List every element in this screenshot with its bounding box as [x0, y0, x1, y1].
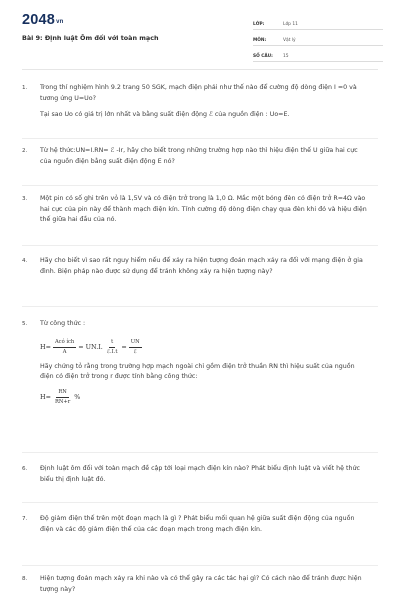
logo-text: 2048 [22, 12, 56, 28]
formula-denominator: A [62, 348, 67, 355]
question-body [40, 574, 370, 595]
question-body [40, 514, 370, 535]
document-header [0, 0, 400, 60]
question-text: Định luật ôm đối với toàn mạch đề cập tới loại mạch điện kín nào? Phát biểu định luật và viết hệ thức biểu thị định luật đó. [40, 465, 360, 483]
meta-row-class [253, 17, 383, 30]
question-text: Một pin có số ghi trên vỏ là 1,5V và có điện trở trong là 1,0 Ω. Mắc một bóng đèn có điện trở R=4Ω vào hai cực của pin này để thành mạch điện kín. Tính cường độ dòng điện chạy qua đèn khi đó và hiệu điện thế giữa hai đầu của nó. [40, 195, 367, 223]
question-text: Hãy cho biết vì sao rất nguy hiểm nếu để xảy ra hiện tượng đoản mạch xảy ra đối với mạng điện ở gia đình. Biện pháp nào được sử dụng để tránh không xảy ra hiện tượng này? [40, 257, 363, 275]
formula-numerator: Acó ích [53, 339, 76, 348]
question-divider [22, 185, 378, 186]
question-divider [22, 306, 378, 307]
meta-value-count: 15 [283, 54, 289, 59]
question-divider [22, 138, 378, 139]
question-text: Độ giảm điện thế trên một đoạn mạch là gì ? Phát biểu mối quan hệ giữa suất điện động của nguồn điện và các độ giảm điện thế của các đoạn mạch trong mạch điện kín. [40, 515, 355, 533]
formula-numerator: UN [129, 339, 142, 348]
question-number: 6. [22, 466, 28, 472]
question-body [40, 83, 370, 121]
question-number: 5. [22, 321, 28, 327]
question-divider [22, 245, 378, 246]
question-text: Hiện tượng đoản mạch xảy ra khi nào và có thể gây ra các tác hại gì? Có cách nào để tránh được hiện tượng này? [40, 575, 362, 593]
meta-label-class: LỚP: [253, 22, 265, 27]
formula-fraction [53, 339, 76, 356]
formula-numerator: RN [56, 389, 68, 398]
site-logo[interactable] [22, 12, 63, 28]
question-divider [22, 565, 378, 566]
question-body [40, 146, 370, 167]
question-subtext: Hãy chứng tỏ rằng trong trường hợp mạch ngoài chỉ gồm điện trở thuần RN thì hiệu suất của nguồn điện có điện trở trong r được tính bằng công thức: [40, 362, 355, 380]
question-text: Trong thí nghiệm hình 9.2 trang 50 SGK, mạch điện phải như thế nào để cường độ dòng điện I =0 và tương ứng U=Uo? [40, 84, 357, 102]
formula-fraction [53, 389, 72, 406]
question-2 [22, 146, 382, 167]
formula-denominator: ℰ.I.t [106, 348, 118, 355]
question-body [40, 319, 370, 410]
formula-middle: = UN.I. [78, 342, 103, 351]
efficiency-formula [40, 339, 370, 356]
question-text: Từ công thức : [40, 320, 86, 327]
formula-equals: = [121, 342, 127, 351]
meta-label-subject: MÔN: [253, 38, 267, 43]
question-4 [22, 256, 382, 277]
formula-fraction [129, 339, 142, 356]
formula-numerator: t [109, 339, 115, 348]
question-text: Từ hệ thức:UN=I.RN= ℰ -Ir, hãy cho biết trong những trường hợp nào thì hiệu điện thế U giữa hai cực của nguồn điện bằng suất điện động E nó? [40, 147, 358, 165]
question-8 [22, 574, 382, 595]
question-number: 2. [22, 148, 28, 154]
logo-suffix: vn [56, 19, 64, 25]
question-5 [22, 319, 382, 410]
meta-row-subject [253, 33, 383, 46]
question-body [40, 194, 370, 226]
formula-lhs: H= [40, 392, 51, 401]
question-1 [22, 83, 382, 121]
formula-fraction [105, 339, 120, 356]
efficiency-formula-result [40, 389, 370, 406]
meta-label-count: SỐ CÂU: [253, 54, 273, 59]
question-body [40, 256, 370, 277]
formula-denominator: ℰ [133, 348, 137, 355]
formula-denominator: RN+r [54, 398, 71, 405]
question-body [40, 464, 370, 485]
question-divider [22, 502, 378, 503]
lesson-title: Bài 9: Định luật Ôm đối với toàn mạch [22, 34, 159, 42]
question-subtext: Tại sao Uo có giá trị lớn nhất và bằng suất điện động ℰ của nguồn điện : Uo=E. [40, 111, 290, 118]
question-3 [22, 194, 382, 226]
meta-value-subject: Vật lý [283, 38, 296, 43]
question-number: 8. [22, 576, 28, 582]
header-divider [22, 69, 378, 70]
question-number: 1. [22, 85, 28, 91]
question-number: 3. [22, 196, 28, 202]
question-number: 7. [22, 516, 28, 522]
meta-value-class: Lớp 11 [283, 22, 298, 27]
formula-tail: % [74, 392, 81, 401]
question-number: 4. [22, 258, 28, 264]
meta-row-count [253, 49, 383, 62]
question-7 [22, 514, 382, 535]
formula-lhs: H= [40, 342, 51, 351]
meta-panel [253, 17, 383, 65]
question-6 [22, 464, 382, 485]
question-divider [22, 452, 378, 453]
